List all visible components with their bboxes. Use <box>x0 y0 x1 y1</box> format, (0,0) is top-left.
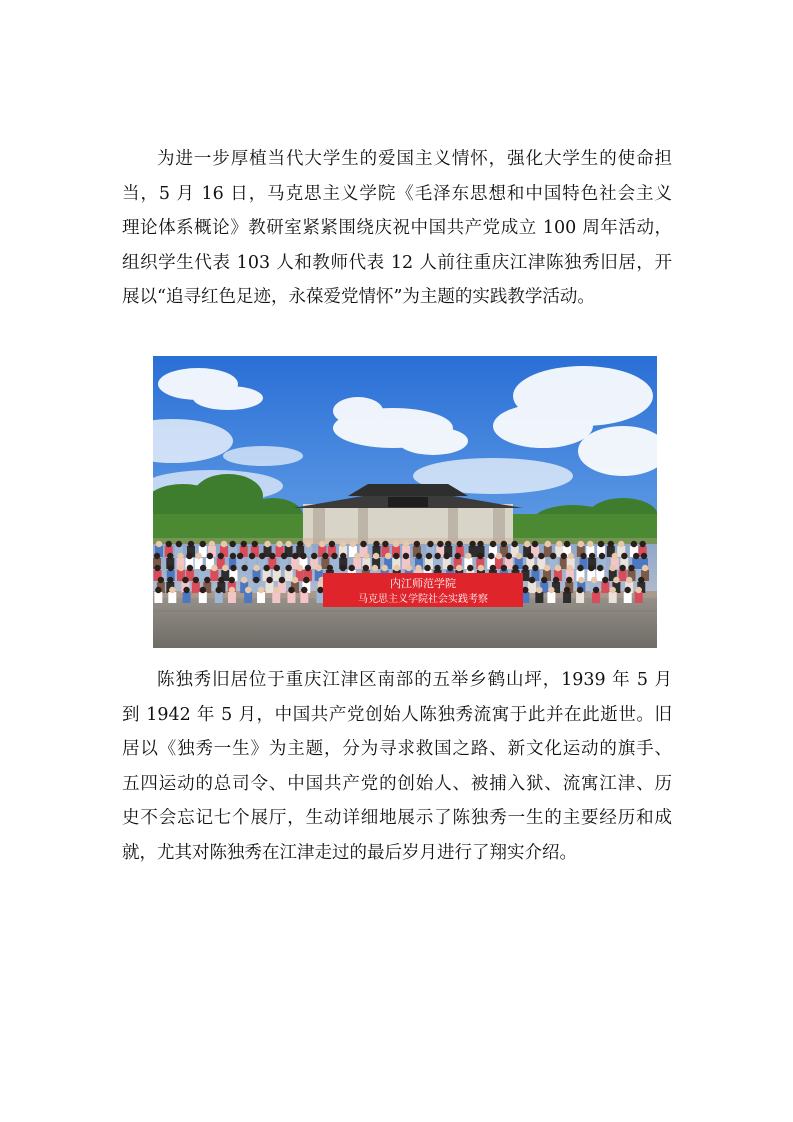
text-line: 史不会忘记七个展厅，生动详细地展示了陈独秀一生的主要经历和成 <box>122 808 672 828</box>
text-line: 陈独秀旧居位于重庆江津区南部的五举乡鹤山坪，1939 年 5 月 <box>157 670 672 690</box>
history-paragraph <box>122 663 672 870</box>
text-line: 就，尤其对陈独秀在江津走过的最后岁月进行了翔实介绍。 <box>122 842 577 863</box>
text-line: 当，5 月 16 日，马克思主义学院《毛泽东思想和中国特色社会主义 <box>122 183 672 204</box>
group-photo <box>153 356 657 648</box>
banner-line2: 马克思主义学院社会实践考察 <box>358 594 488 605</box>
text-line: 为进一步厚植当代大学生的爱国主义情怀，强化大学生的使命担 <box>157 149 672 169</box>
text-line: 到 1942 年 5 月，中国共产党创始人陈独秀流寓于此并在此逝世。旧 <box>122 704 672 725</box>
text-line: 居以《独秀一生》为主题，分为寻求救国之路、新文化运动的旗手、 <box>122 739 672 759</box>
intro-paragraph <box>122 142 672 315</box>
text-line: 理论体系概论》教研室紧紧围绕庆祝中国共产党成立 100 周年活动， <box>122 218 672 238</box>
group-photo-illustration <box>153 356 657 648</box>
text-line: 五四运动的总司令、中国共产党的创始人、被捕入狱、流寓江津、历 <box>122 773 672 794</box>
text-line: 展以“追寻红色足迹，永葆爱党情怀”为主题的实践教学活动。 <box>122 287 595 307</box>
text-line: 组织学生代表 103 人和教师代表 12 人前往重庆江津陈独秀旧居，开 <box>122 252 672 273</box>
banner-line1: 内江师范学院 <box>390 577 456 590</box>
